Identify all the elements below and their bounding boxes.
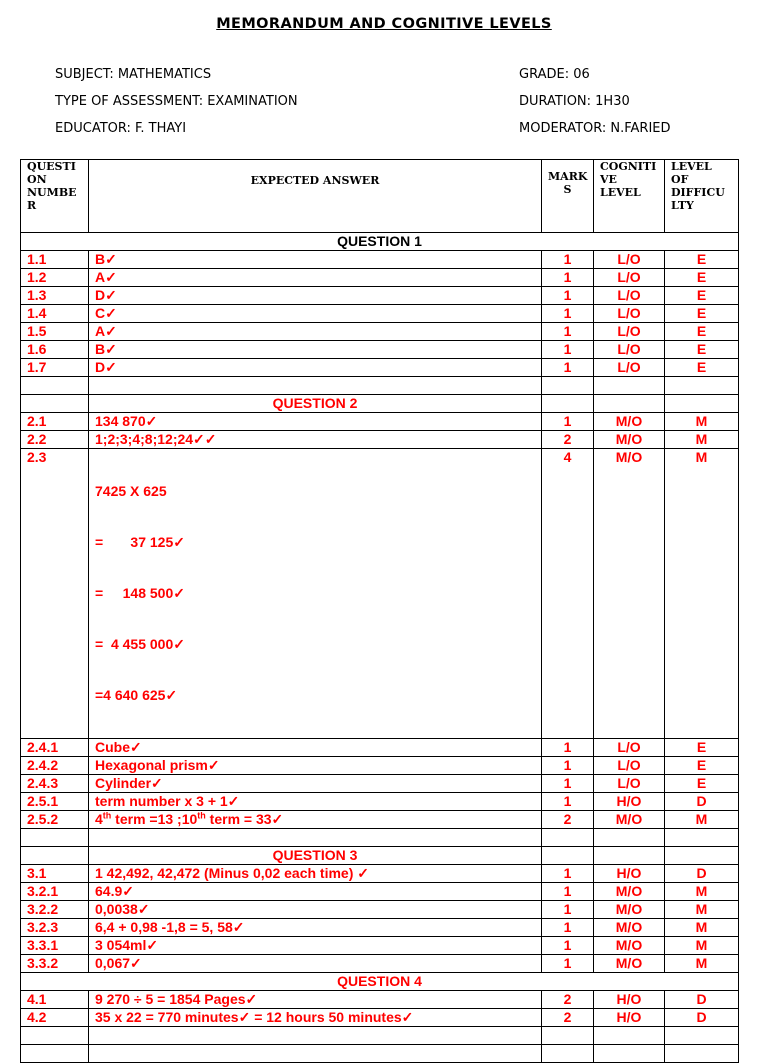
answer-part: 4 bbox=[95, 811, 103, 827]
answer: 35 x 22 = 770 minutes✓ = 12 hours 50 minutes✓ bbox=[89, 1009, 542, 1027]
mark: 2 bbox=[542, 991, 594, 1009]
cognitive-level: M/O bbox=[594, 811, 665, 829]
table-header-row bbox=[21, 160, 739, 233]
answer: 64.9✓ bbox=[89, 883, 542, 901]
cognitive-level: M/O bbox=[594, 901, 665, 919]
table-row bbox=[21, 757, 739, 775]
mark: 1 bbox=[542, 739, 594, 757]
question-number: 2.4.1 bbox=[21, 739, 89, 757]
mark: 4 bbox=[542, 449, 594, 739]
difficulty: E bbox=[665, 775, 739, 793]
cognitive-level: L/O bbox=[594, 305, 665, 323]
answer: 3 054ml✓ bbox=[89, 937, 542, 955]
table-row bbox=[21, 287, 739, 305]
question-number: 3.3.2 bbox=[21, 955, 89, 973]
mark: 1 bbox=[542, 793, 594, 811]
mark: 1 bbox=[542, 359, 594, 377]
question-number: 1.6 bbox=[21, 341, 89, 359]
cognitive-level: M/O bbox=[594, 413, 665, 431]
mark: 1 bbox=[542, 287, 594, 305]
header-expected-answer: EXPECTED ANSWER bbox=[89, 160, 542, 233]
mark: 1 bbox=[542, 955, 594, 973]
difficulty: M bbox=[665, 449, 739, 739]
answer: 0,067✓ bbox=[89, 955, 542, 973]
question-number: 1.4 bbox=[21, 305, 89, 323]
table-row bbox=[21, 865, 739, 883]
cognitive-level: M/O bbox=[594, 937, 665, 955]
difficulty: D bbox=[665, 1009, 739, 1027]
answer-line: = 148 500✓ bbox=[95, 585, 185, 601]
difficulty: D bbox=[665, 865, 739, 883]
answer: Hexagonal prism✓ bbox=[89, 757, 542, 775]
table-row bbox=[21, 251, 739, 269]
cognitive-level: M/O bbox=[594, 919, 665, 937]
answer: 6,4 + 0,98 -1,8 = 5, 58✓ bbox=[89, 919, 542, 937]
grade-label: GRADE: 06 bbox=[519, 67, 590, 82]
table-row bbox=[21, 883, 739, 901]
question-number: 4.2 bbox=[21, 1009, 89, 1027]
answer: 1 42,492, 42,472 (Minus 0,02 each time) ✓ bbox=[89, 865, 542, 883]
answer-sup: th bbox=[197, 810, 206, 821]
difficulty: E bbox=[665, 269, 739, 287]
difficulty: M bbox=[665, 955, 739, 973]
mark: 1 bbox=[542, 323, 594, 341]
table-row bbox=[21, 341, 739, 359]
table-row bbox=[21, 413, 739, 431]
mark: 1 bbox=[542, 413, 594, 431]
cognitive-level: L/O bbox=[594, 359, 665, 377]
answer: A✓ bbox=[89, 269, 542, 287]
memorandum-table bbox=[20, 159, 739, 1063]
header-question-number: QUESTI ON NUMBE R bbox=[21, 160, 89, 233]
question-number: 2.3 bbox=[21, 449, 89, 739]
cognitive-level: L/O bbox=[594, 287, 665, 305]
question-number: 2.2 bbox=[21, 431, 89, 449]
section-title-q2: QUESTION 2 bbox=[89, 395, 542, 413]
table-row bbox=[21, 323, 739, 341]
answer: 1;2;3;4;8;12;24✓✓ bbox=[89, 431, 542, 449]
answer: D✓ bbox=[89, 359, 542, 377]
cognitive-level: M/O bbox=[594, 431, 665, 449]
table-row bbox=[21, 269, 739, 287]
moderator-label: MODERATOR: N.FARIED bbox=[519, 121, 671, 136]
difficulty: M bbox=[665, 901, 739, 919]
cognitive-level: L/O bbox=[594, 739, 665, 757]
answer-line: =4 640 625✓ bbox=[95, 687, 178, 703]
section-title-q3: QUESTION 3 bbox=[89, 847, 542, 865]
mark: 1 bbox=[542, 883, 594, 901]
educator-label: EDUCATOR: F. THAYI bbox=[55, 121, 187, 136]
cognitive-level: H/O bbox=[594, 793, 665, 811]
mark: 1 bbox=[542, 865, 594, 883]
difficulty: E bbox=[665, 757, 739, 775]
question-number: 1.1 bbox=[21, 251, 89, 269]
mark: 1 bbox=[542, 251, 594, 269]
mark: 2 bbox=[542, 431, 594, 449]
mark: 1 bbox=[542, 269, 594, 287]
answer: B✓ bbox=[89, 341, 542, 359]
header-difficulty: LEVEL OF DIFFICU LTY bbox=[665, 160, 739, 233]
table-row bbox=[21, 937, 739, 955]
question-number: 3.2.2 bbox=[21, 901, 89, 919]
header-marks: MARK S bbox=[542, 160, 594, 233]
header-cognitive-level: COGNITI VE LEVEL bbox=[594, 160, 665, 233]
cognitive-level: L/O bbox=[594, 323, 665, 341]
cognitive-level: L/O bbox=[594, 251, 665, 269]
difficulty: D bbox=[665, 793, 739, 811]
cognitive-level: H/O bbox=[594, 865, 665, 883]
mark: 1 bbox=[542, 901, 594, 919]
question-number: 4.1 bbox=[21, 991, 89, 1009]
cognitive-level: L/O bbox=[594, 757, 665, 775]
difficulty: E bbox=[665, 341, 739, 359]
cognitive-level: M/O bbox=[594, 883, 665, 901]
empty-row bbox=[21, 829, 739, 847]
answer bbox=[89, 811, 542, 829]
section-row-q4 bbox=[21, 973, 739, 991]
table-row bbox=[21, 775, 739, 793]
mark: 1 bbox=[542, 775, 594, 793]
duration-label: DURATION: 1H30 bbox=[519, 94, 630, 109]
answer: C✓ bbox=[89, 305, 542, 323]
difficulty: E bbox=[665, 359, 739, 377]
difficulty: E bbox=[665, 251, 739, 269]
difficulty: E bbox=[665, 739, 739, 757]
table-row bbox=[21, 739, 739, 757]
section-row-q3 bbox=[21, 847, 739, 865]
answer-part: term = 33✓ bbox=[205, 811, 284, 827]
answer-multiline bbox=[89, 449, 542, 739]
difficulty: E bbox=[665, 305, 739, 323]
difficulty: E bbox=[665, 323, 739, 341]
answer: term number x 3 + 1✓ bbox=[89, 793, 542, 811]
question-number: 1.7 bbox=[21, 359, 89, 377]
answer: Cube✓ bbox=[89, 739, 542, 757]
mark: 1 bbox=[542, 919, 594, 937]
question-number: 3.3.1 bbox=[21, 937, 89, 955]
section-row-q1 bbox=[21, 233, 739, 251]
difficulty: M bbox=[665, 937, 739, 955]
question-number: 2.5.2 bbox=[21, 811, 89, 829]
difficulty: M bbox=[665, 413, 739, 431]
difficulty: M bbox=[665, 883, 739, 901]
table-row bbox=[21, 449, 739, 739]
question-number: 1.2 bbox=[21, 269, 89, 287]
section-title-q1: QUESTION 1 bbox=[21, 233, 739, 251]
answer: D✓ bbox=[89, 287, 542, 305]
table-row bbox=[21, 305, 739, 323]
question-number: 1.3 bbox=[21, 287, 89, 305]
cognitive-level: L/O bbox=[594, 269, 665, 287]
question-number: 3.2.3 bbox=[21, 919, 89, 937]
question-number: 2.4.2 bbox=[21, 757, 89, 775]
table-row bbox=[21, 901, 739, 919]
answer: 0,0038✓ bbox=[89, 901, 542, 919]
section-row-q2 bbox=[21, 395, 739, 413]
table-row bbox=[21, 919, 739, 937]
mark: 2 bbox=[542, 811, 594, 829]
question-number: 1.5 bbox=[21, 323, 89, 341]
mark: 1 bbox=[542, 305, 594, 323]
mark: 2 bbox=[542, 1009, 594, 1027]
table-row bbox=[21, 431, 739, 449]
section-title-q4: QUESTION 4 bbox=[21, 973, 739, 991]
mark: 1 bbox=[542, 341, 594, 359]
question-number: 2.1 bbox=[21, 413, 89, 431]
question-number: 2.4.3 bbox=[21, 775, 89, 793]
answer: B✓ bbox=[89, 251, 542, 269]
cognitive-level: H/O bbox=[594, 991, 665, 1009]
question-number: 3.2.1 bbox=[21, 883, 89, 901]
table-row bbox=[21, 793, 739, 811]
empty-row bbox=[21, 377, 739, 395]
cognitive-level: L/O bbox=[594, 341, 665, 359]
cognitive-level: H/O bbox=[594, 1009, 665, 1027]
table-row bbox=[21, 811, 739, 829]
table-row bbox=[21, 955, 739, 973]
difficulty: M bbox=[665, 431, 739, 449]
answer-line: = 37 125✓ bbox=[95, 534, 185, 550]
answer: A✓ bbox=[89, 323, 542, 341]
answer: Cylinder✓ bbox=[89, 775, 542, 793]
answer: 134 870✓ bbox=[89, 413, 542, 431]
empty-row bbox=[21, 1027, 739, 1045]
question-number: 2.5.1 bbox=[21, 793, 89, 811]
mark: 1 bbox=[542, 757, 594, 775]
answer: 9 270 ÷ 5 = 1854 Pages✓ bbox=[89, 991, 542, 1009]
answer-line: 7425 X 625 bbox=[95, 483, 167, 499]
answer-part: term =13 ;10 bbox=[111, 811, 198, 827]
difficulty: E bbox=[665, 287, 739, 305]
answer-line: = 4 455 000✓ bbox=[95, 636, 185, 652]
cognitive-level: L/O bbox=[594, 775, 665, 793]
subject-label: SUBJECT: MATHEMATICS bbox=[55, 67, 212, 82]
difficulty: M bbox=[665, 919, 739, 937]
assessment-type-label: TYPE OF ASSESSMENT: EXAMINATION bbox=[55, 94, 298, 109]
cognitive-level: M/O bbox=[594, 449, 665, 739]
difficulty: D bbox=[665, 991, 739, 1009]
document-title: MEMORANDUM AND COGNITIVE LEVELS bbox=[216, 16, 552, 32]
answer-sup: th bbox=[102, 810, 112, 821]
mark: 1 bbox=[542, 937, 594, 955]
table-row bbox=[21, 359, 739, 377]
difficulty: M bbox=[665, 811, 739, 829]
question-number: 3.1 bbox=[21, 865, 89, 883]
cognitive-level: M/O bbox=[594, 955, 665, 973]
empty-row bbox=[21, 1045, 739, 1063]
table-row bbox=[21, 991, 739, 1009]
